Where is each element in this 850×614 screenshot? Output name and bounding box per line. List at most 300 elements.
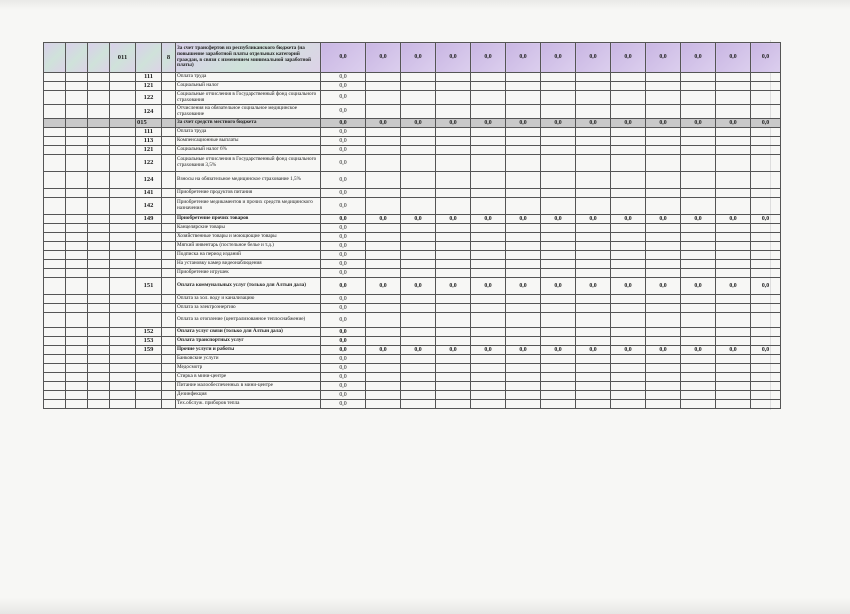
- month-value: [506, 295, 541, 304]
- item-name: Медосмотр: [176, 364, 321, 373]
- month-value: 0,0: [716, 278, 751, 295]
- row-blank-cell: [44, 278, 66, 295]
- row-blank-cell: [110, 328, 136, 337]
- month-value: 0,0: [506, 43, 541, 73]
- row-blank-cell: [88, 313, 110, 328]
- total-value: 0,0: [321, 155, 366, 172]
- month-value: 0,0: [681, 346, 716, 355]
- month-value: [366, 224, 401, 233]
- month-value: [716, 260, 751, 269]
- month-value: [646, 82, 681, 91]
- row-blank-cell: [162, 119, 176, 128]
- month-value: [681, 269, 716, 278]
- month-value: 0,0: [576, 346, 611, 355]
- month-value: 0,0: [541, 43, 576, 73]
- row-blank-cell: [162, 260, 176, 269]
- month-value: [401, 260, 436, 269]
- month-value: 0,0: [506, 119, 541, 128]
- month-value: [401, 189, 436, 198]
- table-row: [44, 82, 781, 91]
- month-value: 0,0: [506, 346, 541, 355]
- month-value: 0,0: [471, 346, 506, 355]
- month-value: [681, 355, 716, 364]
- month-value: [541, 82, 576, 91]
- month-value: [471, 189, 506, 198]
- month-value: [681, 172, 716, 189]
- month-value: [611, 155, 646, 172]
- month-value: [471, 198, 506, 215]
- month-value: [471, 251, 506, 260]
- row-blank-cell: [66, 233, 88, 242]
- specifica-code: [136, 382, 162, 391]
- month-value: [436, 242, 471, 251]
- month-value: [471, 242, 506, 251]
- month-value: [716, 224, 751, 233]
- month-value: 0,0: [401, 346, 436, 355]
- month-value: [716, 313, 751, 328]
- month-value: 0,0: [716, 346, 751, 355]
- month-value: [611, 355, 646, 364]
- month-value: [681, 313, 716, 328]
- month-value: [716, 328, 751, 337]
- item-name: Канцелярские товары: [176, 224, 321, 233]
- month-value: 0,0: [401, 278, 436, 295]
- total-value: 0,0: [321, 172, 366, 189]
- month-value: 0,0: [401, 215, 436, 224]
- table-row: [44, 91, 781, 105]
- month-value: [646, 251, 681, 260]
- month-value: [716, 128, 751, 137]
- month-value: [471, 146, 506, 155]
- table-row: [44, 337, 781, 346]
- row-blank-cell: [110, 391, 136, 400]
- item-name: За счет трансфертов из республиканского бюджета (на повышение заработной платы отдельных категорий граждан, в связи с изменением минимальной заработной платы): [176, 43, 321, 73]
- item-name: Компенсационные выплаты: [176, 137, 321, 146]
- month-value: [611, 382, 646, 391]
- month-value: [401, 105, 436, 119]
- specifica-code: 111: [136, 73, 162, 82]
- month-value: [716, 137, 751, 146]
- month-value: [541, 233, 576, 242]
- month-value: [541, 337, 576, 346]
- month-value: [436, 260, 471, 269]
- month-value: [646, 137, 681, 146]
- total-value: 0,0: [321, 337, 366, 346]
- row-blank-cell: [110, 224, 136, 233]
- month-value: [471, 233, 506, 242]
- month-value: 0,0: [366, 43, 401, 73]
- row-blank-cell: [66, 304, 88, 313]
- month-value: [506, 355, 541, 364]
- total-value: 0,0: [321, 215, 366, 224]
- month-value: [366, 391, 401, 400]
- month-value: [646, 304, 681, 313]
- total-value: 0,0: [321, 373, 366, 382]
- specifica-code: [136, 224, 162, 233]
- row-blank-cell: [88, 43, 110, 73]
- month-value: [716, 391, 751, 400]
- row-blank-cell: [162, 328, 176, 337]
- month-value: [541, 373, 576, 382]
- month-value: [436, 373, 471, 382]
- item-name: Оплата труда: [176, 73, 321, 82]
- month-value: [751, 382, 781, 391]
- row-blank-cell: [162, 400, 176, 409]
- month-value: [681, 224, 716, 233]
- row-blank-cell: [162, 105, 176, 119]
- month-value: [646, 172, 681, 189]
- month-value: [541, 260, 576, 269]
- month-value: [611, 105, 646, 119]
- row-blank-cell: [162, 346, 176, 355]
- month-value: [611, 242, 646, 251]
- row-blank-cell: [110, 172, 136, 189]
- row-blank-cell: [44, 355, 66, 364]
- row-blank-cell: [162, 382, 176, 391]
- month-value: [681, 189, 716, 198]
- month-value: [401, 400, 436, 409]
- month-value: [646, 105, 681, 119]
- month-value: [646, 128, 681, 137]
- month-value: 0,0: [541, 119, 576, 128]
- month-value: [611, 295, 646, 304]
- row-blank-cell: [44, 233, 66, 242]
- month-value: [541, 251, 576, 260]
- row-blank-cell: [162, 172, 176, 189]
- month-value: 0,0: [471, 119, 506, 128]
- specifica-code: 124: [136, 172, 162, 189]
- month-value: 0,0: [576, 215, 611, 224]
- month-value: [436, 73, 471, 82]
- month-value: [611, 251, 646, 260]
- month-value: [401, 313, 436, 328]
- row-blank-cell: [44, 172, 66, 189]
- row-blank-cell: [162, 155, 176, 172]
- total-value: 0,0: [321, 346, 366, 355]
- month-value: [401, 82, 436, 91]
- row-blank-cell: [110, 242, 136, 251]
- table-row: [44, 155, 781, 172]
- row-blank-cell: [66, 73, 88, 82]
- month-value: [366, 382, 401, 391]
- month-value: [751, 105, 781, 119]
- scan-top-edge: [0, 0, 850, 10]
- specifica-code: [136, 295, 162, 304]
- month-value: [681, 155, 716, 172]
- row-blank-cell: [162, 73, 176, 82]
- row-blank-cell: [66, 119, 88, 128]
- month-value: [646, 391, 681, 400]
- month-value: [401, 172, 436, 189]
- month-value: [541, 313, 576, 328]
- row-blank-cell: [44, 328, 66, 337]
- month-value: 0,0: [471, 215, 506, 224]
- month-value: 0,0: [646, 215, 681, 224]
- row-blank-cell: [44, 242, 66, 251]
- month-value: [436, 172, 471, 189]
- row-blank-cell: [44, 295, 66, 304]
- month-value: [576, 155, 611, 172]
- month-value: [436, 364, 471, 373]
- row-blank-cell: [162, 304, 176, 313]
- row-blank-cell: [88, 355, 110, 364]
- month-value: 0,0: [576, 43, 611, 73]
- month-value: [751, 337, 781, 346]
- month-value: 0,0: [646, 119, 681, 128]
- month-value: [716, 269, 751, 278]
- month-value: [646, 382, 681, 391]
- row-blank-cell: [162, 82, 176, 91]
- row-blank-cell: [66, 189, 88, 198]
- month-value: [646, 189, 681, 198]
- month-value: [436, 269, 471, 278]
- month-value: [401, 73, 436, 82]
- month-value: [541, 382, 576, 391]
- row-blank-cell: [44, 73, 66, 82]
- month-value: [611, 137, 646, 146]
- month-value: [506, 269, 541, 278]
- month-value: [646, 233, 681, 242]
- row-blank-cell: [88, 73, 110, 82]
- month-value: [506, 82, 541, 91]
- month-value: [401, 137, 436, 146]
- item-name: Банковские услуги: [176, 355, 321, 364]
- month-value: 0,0: [436, 119, 471, 128]
- month-value: [401, 337, 436, 346]
- month-value: [716, 189, 751, 198]
- row-blank-cell: [44, 105, 66, 119]
- total-value: 0,0: [321, 128, 366, 137]
- month-value: [541, 400, 576, 409]
- row-blank-cell: [44, 155, 66, 172]
- item-name: Приобретение игрушек: [176, 269, 321, 278]
- month-value: 0,0: [646, 278, 681, 295]
- specifica-code: [136, 304, 162, 313]
- month-value: [646, 313, 681, 328]
- total-value: 0,0: [321, 198, 366, 215]
- row-blank-cell: [162, 91, 176, 105]
- month-value: 0,0: [401, 119, 436, 128]
- month-value: [401, 391, 436, 400]
- specifica-code: [136, 260, 162, 269]
- month-value: [366, 355, 401, 364]
- table-row: [44, 269, 781, 278]
- month-value: [646, 91, 681, 105]
- month-value: [471, 391, 506, 400]
- month-value: [401, 251, 436, 260]
- month-value: [576, 355, 611, 364]
- specifica-code: 151: [136, 278, 162, 295]
- month-value: [576, 382, 611, 391]
- row-blank-cell: [44, 364, 66, 373]
- month-value: [471, 105, 506, 119]
- row-blank-cell: [44, 189, 66, 198]
- item-name: Приобретение медикаментов и прочих средств медицинского назначения: [176, 198, 321, 215]
- specifica-code: [136, 269, 162, 278]
- month-value: [436, 251, 471, 260]
- month-value: [716, 233, 751, 242]
- total-value: 0,0: [321, 43, 366, 73]
- month-value: [576, 105, 611, 119]
- month-value: [506, 155, 541, 172]
- total-value: 0,0: [321, 189, 366, 198]
- month-value: 0,0: [366, 119, 401, 128]
- month-value: [681, 242, 716, 251]
- item-name: Социальные отчисления в Государственный фонд социального страхования 3,5%: [176, 155, 321, 172]
- month-value: [611, 337, 646, 346]
- month-value: [646, 155, 681, 172]
- month-value: [541, 172, 576, 189]
- month-value: [681, 128, 716, 137]
- month-value: [611, 73, 646, 82]
- row-blank-cell: [44, 400, 66, 409]
- month-value: 0,0: [751, 346, 781, 355]
- month-value: [471, 155, 506, 172]
- row-blank-cell: [66, 373, 88, 382]
- month-value: [401, 198, 436, 215]
- row-blank-cell: [44, 91, 66, 105]
- group-row: [44, 278, 781, 295]
- month-value: 0,0: [436, 43, 471, 73]
- month-value: [716, 73, 751, 82]
- month-value: 0,0: [716, 215, 751, 224]
- row-blank-cell: [162, 295, 176, 304]
- month-value: [751, 91, 781, 105]
- table-row: [44, 233, 781, 242]
- item-name: Подписка на период изданий: [176, 251, 321, 260]
- month-value: [576, 224, 611, 233]
- month-value: [541, 355, 576, 364]
- month-value: [576, 251, 611, 260]
- specifica-code: 121: [136, 146, 162, 155]
- month-value: [366, 82, 401, 91]
- row-blank-cell: [110, 119, 136, 128]
- month-value: [401, 295, 436, 304]
- month-value: [506, 128, 541, 137]
- row-blank-cell: [88, 224, 110, 233]
- table-row: [44, 224, 781, 233]
- month-value: [366, 337, 401, 346]
- row-blank-cell: [110, 304, 136, 313]
- item-name: Оплата коммунальных услуг (только для Алтын дала): [176, 278, 321, 295]
- month-value: [541, 364, 576, 373]
- month-value: [751, 242, 781, 251]
- specifica-code: 121: [136, 82, 162, 91]
- month-value: [436, 391, 471, 400]
- row-blank-cell: [44, 373, 66, 382]
- month-value: [471, 328, 506, 337]
- row-blank-cell: [110, 155, 136, 172]
- row-blank-cell: [88, 337, 110, 346]
- item-name: Оплата труда: [176, 128, 321, 137]
- month-value: [401, 146, 436, 155]
- row-blank-cell: [88, 189, 110, 198]
- month-value: 0,0: [471, 278, 506, 295]
- month-value: [436, 128, 471, 137]
- month-value: [751, 355, 781, 364]
- month-value: [646, 364, 681, 373]
- month-value: [751, 373, 781, 382]
- month-value: [541, 189, 576, 198]
- row-blank-cell: [110, 364, 136, 373]
- table-row: [44, 313, 781, 328]
- row-blank-cell: [162, 189, 176, 198]
- row-blank-cell: [162, 313, 176, 328]
- month-value: [681, 295, 716, 304]
- month-value: [436, 313, 471, 328]
- month-value: [471, 304, 506, 313]
- month-value: 0,0: [751, 215, 781, 224]
- month-value: [541, 91, 576, 105]
- month-value: [366, 364, 401, 373]
- month-value: 0,0: [681, 43, 716, 73]
- item-name: Социальный налог: [176, 82, 321, 91]
- item-name: Оплата услуг связи (только для Алтын дала): [176, 328, 321, 337]
- month-value: [506, 260, 541, 269]
- row-blank-cell: [162, 215, 176, 224]
- row-blank-cell: [44, 198, 66, 215]
- month-value: [436, 355, 471, 364]
- month-value: 0,0: [611, 43, 646, 73]
- month-value: [436, 295, 471, 304]
- row-blank-cell: [44, 146, 66, 155]
- table-row: [44, 260, 781, 269]
- month-value: 0,0: [681, 119, 716, 128]
- month-value: 0,0: [576, 119, 611, 128]
- total-value: 0,0: [321, 328, 366, 337]
- month-value: [506, 337, 541, 346]
- total-value: 0,0: [321, 355, 366, 364]
- month-value: [751, 364, 781, 373]
- month-value: [646, 269, 681, 278]
- specifica-code: 122: [136, 155, 162, 172]
- month-value: [611, 313, 646, 328]
- month-value: [611, 224, 646, 233]
- row-blank-cell: [162, 146, 176, 155]
- month-value: [576, 242, 611, 251]
- month-value: [681, 304, 716, 313]
- month-value: [471, 382, 506, 391]
- row-blank-cell: [88, 251, 110, 260]
- month-value: [716, 146, 751, 155]
- row-blank-cell: [88, 128, 110, 137]
- row-blank-cell: [110, 82, 136, 91]
- total-value: 0,0: [321, 251, 366, 260]
- total-value: 0,0: [321, 82, 366, 91]
- month-value: [436, 198, 471, 215]
- row-blank-cell: [110, 346, 136, 355]
- row-blank-cell: [44, 215, 66, 224]
- month-value: 0,0: [646, 346, 681, 355]
- month-value: [506, 328, 541, 337]
- month-value: 0,0: [751, 278, 781, 295]
- month-value: [366, 400, 401, 409]
- row-blank-cell: [44, 346, 66, 355]
- row-blank-cell: [88, 295, 110, 304]
- month-value: [681, 337, 716, 346]
- row-blank-cell: [88, 198, 110, 215]
- item-name: Хозяйственные товары и моющющие товары: [176, 233, 321, 242]
- month-value: [366, 260, 401, 269]
- month-value: [611, 189, 646, 198]
- row-blank-cell: [44, 128, 66, 137]
- total-value: 0,0: [321, 260, 366, 269]
- month-value: [681, 146, 716, 155]
- month-value: [681, 105, 716, 119]
- month-value: [576, 198, 611, 215]
- month-value: [646, 73, 681, 82]
- row-blank-cell: [66, 242, 88, 251]
